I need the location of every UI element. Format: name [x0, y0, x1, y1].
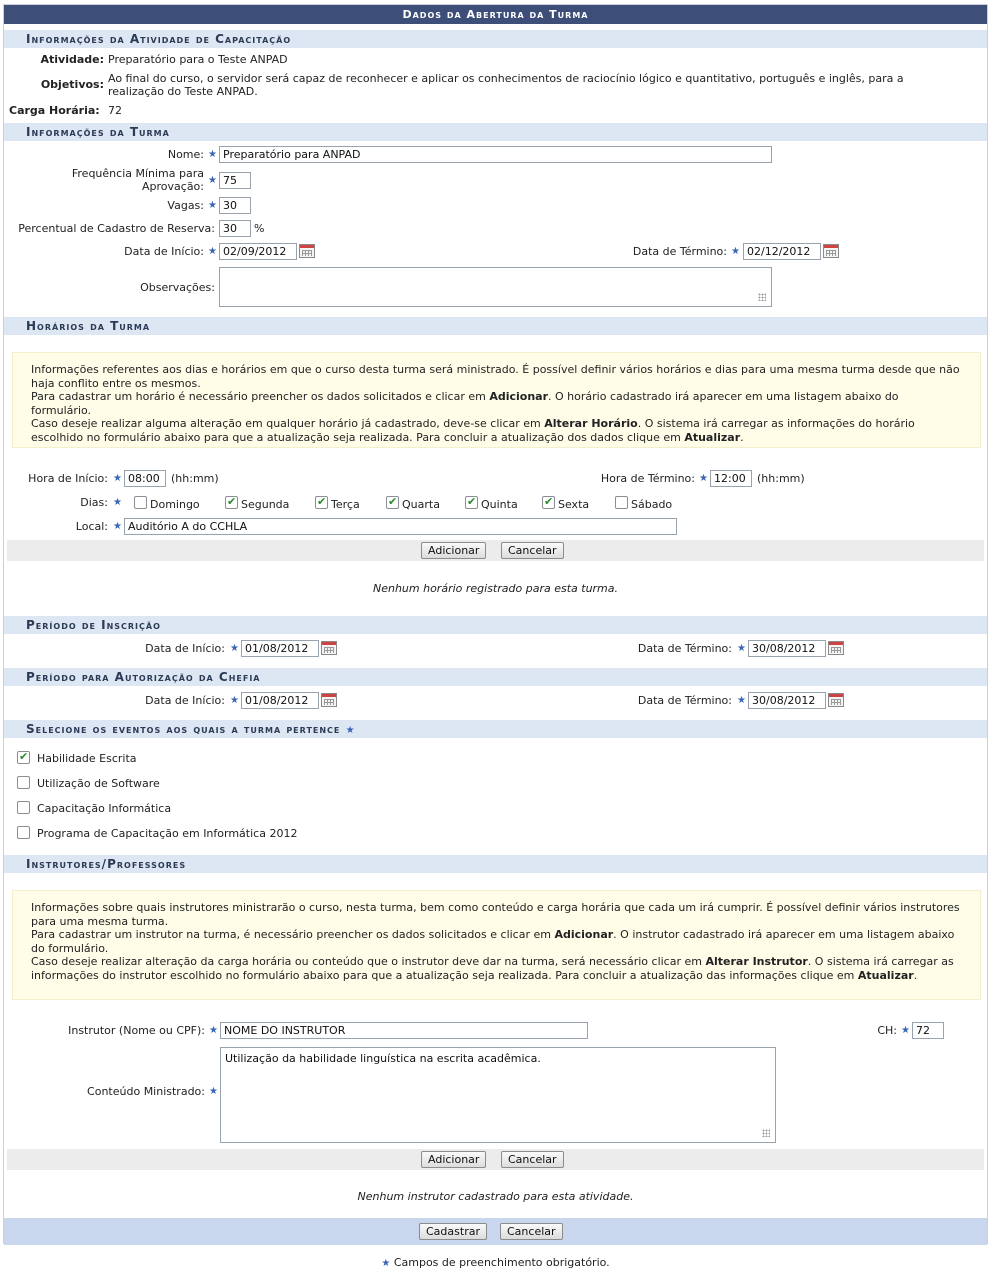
instrutores-info-bold-adicionar: Adicionar — [554, 928, 614, 941]
instrutores-info-bold-alterar: Alterar Instrutor — [705, 955, 808, 968]
evento-checkbox-4[interactable] — [17, 826, 30, 839]
instrutor-label: Instrutor (Nome ou CPF): — [68, 1024, 205, 1037]
dia-sexta-checkbox[interactable] — [542, 496, 555, 509]
freq-input[interactable] — [219, 172, 251, 189]
atividade-value: Preparatório para o Teste ANPAD — [108, 53, 288, 66]
horarios-info-text-3: . O horário cadastrado irá aparecer em uma listagem abaixo do formulário. — [31, 390, 899, 417]
instrutores-info-text-6: . — [913, 968, 918, 982]
required-star-icon: ★ — [230, 643, 239, 654]
inscricao-termino-label: Data de Término: — [637, 642, 732, 655]
conteudo-label: Conteúdo Ministrado: — [87, 1085, 205, 1098]
hora-termino-label: Hora de Término: — [600, 472, 695, 485]
evento-label-1: Habilidade Escrita — [37, 752, 137, 765]
evento-label-4: Programa de Capacitação em Informática 2012 — [37, 827, 298, 840]
dia-sabado-label: Sábado — [631, 498, 673, 511]
section-turma-header: Informações da Turma — [4, 123, 987, 141]
form-container — [3, 4, 988, 1244]
horarios-info-text-2: Para cadastrar um horário é necessário preencher os dados solicitados e clicar em — [31, 390, 486, 403]
obs-textarea[interactable] — [219, 267, 772, 307]
vagas-input[interactable] — [219, 197, 251, 214]
freq-label-line1: Frequência Mínima para — [71, 167, 204, 180]
required-star-icon: ★ — [737, 643, 746, 654]
evento-label-3: Capacitação Informática — [37, 802, 172, 815]
instrutores-info-text-4: Caso deseje realizar alteração da carga horária ou conteúdo que o instrutor deve dar na turma, será necessário clicar em — [31, 955, 702, 968]
dia-quarta-label: Quarta — [402, 498, 440, 511]
autorizacao-termino-label: Data de Término: — [637, 694, 732, 707]
section-horarios-header: Horários da Turma — [4, 317, 987, 335]
required-star-icon: ★ — [113, 497, 122, 508]
turma-inicio-label: Data de Início: — [124, 245, 204, 258]
hora-termino-input[interactable] — [710, 470, 752, 487]
ch-label: CH: — [877, 1024, 897, 1037]
instrutores-info-bold-atualizar: Atualizar — [857, 968, 914, 982]
nome-label: Nome: — [167, 148, 204, 161]
instrutores-info-text-1: Informações sobre quais instrutores ministrarão o curso, nesta turma, bem como conteúdo e carga horária que cada um irá cumprir. É possível definir vários instrutores para uma mesma turma. — [31, 901, 960, 928]
required-star-icon: ★ — [208, 200, 217, 211]
autorizacao-inicio-input[interactable] — [241, 692, 319, 709]
instrutor-add-button[interactable]: Adicionar — [421, 1151, 486, 1168]
calendar-icon[interactable] — [299, 244, 315, 258]
hora-inicio-label: Hora de Início: — [28, 472, 108, 485]
footer-cancel-button[interactable]: Cancelar — [500, 1223, 563, 1240]
resize-grip-icon[interactable] — [758, 293, 766, 301]
dia-sexta-label: Sexta — [558, 498, 590, 511]
horarios-info-text-5: . O sistema irá carregar as informações do horário escolhido no formulário abaixo para que a atualização seja realizada. Para concluir a atualização dos dados clique em — [31, 417, 915, 444]
required-star-icon: ★ — [113, 473, 122, 484]
local-label: Local: — [75, 520, 108, 533]
horarios-button-bar — [7, 540, 984, 561]
horarios-empty-message: Nenhum horário registrado para esta turma. — [372, 582, 619, 595]
instrutores-info-text-2: Para cadastrar um instrutor na turma, é necessário preencher os dados solicitados e clicar em — [31, 928, 551, 941]
horarios-info-text-1: Informações referentes aos dias e horários em que o curso desta turma será ministrado. É possível definir vários horários e dias para uma mesma turma desde que não haja conflito entre os mesmos. — [31, 363, 960, 390]
cadastrar-button[interactable]: Cadastrar — [419, 1223, 487, 1240]
required-star-icon: ★ — [345, 725, 356, 736]
horarios-info-bold-atualizar: Atualizar — [684, 430, 741, 444]
section-inscricao-header: Período de Inscrição — [4, 616, 987, 634]
carga-value: 72 — [108, 104, 122, 117]
form-caption: Dados da Abertura da Turma — [4, 5, 987, 24]
objetivos-value-line2: realização do Teste ANPAD. — [108, 85, 258, 98]
required-star-icon: ★ — [208, 246, 217, 257]
calendar-icon[interactable] — [321, 693, 337, 707]
conteudo-textarea[interactable] — [220, 1047, 776, 1143]
evento-checkbox-2[interactable] — [17, 776, 30, 789]
inscricao-inicio-label: Data de Início: — [145, 642, 225, 655]
vagas-label: Vagas: — [167, 199, 204, 212]
inscricao-inicio-input[interactable] — [241, 640, 319, 657]
instrutores-button-bar — [7, 1149, 984, 1170]
turma-termino-label: Data de Término: — [632, 245, 727, 258]
horario-add-button[interactable]: Adicionar — [421, 542, 486, 559]
turma-termino-input[interactable] — [743, 243, 821, 260]
required-star-icon: ★ — [209, 1086, 218, 1097]
required-note — [0, 1256, 991, 1269]
required-star-icon: ★ — [731, 246, 740, 257]
reserva-input[interactable] — [219, 220, 251, 237]
resize-grip-icon[interactable] — [762, 1129, 770, 1137]
nome-input[interactable] — [219, 146, 772, 163]
turma-inicio-input[interactable] — [219, 243, 297, 260]
instrutores-info-box — [12, 890, 981, 1000]
ch-input[interactable] — [912, 1022, 944, 1039]
dia-domingo-label: Domingo — [150, 498, 200, 511]
reserva-label: Percentual de Cadastro de Reserva: — [18, 222, 215, 235]
dia-quarta-checkbox[interactable] — [386, 496, 399, 509]
required-star-icon: ★ — [737, 695, 746, 706]
dia-quinta-label: Quinta — [481, 498, 518, 511]
reserva-unit: % — [254, 222, 265, 235]
horarios-info-bold-adicionar: Adicionar — [489, 390, 549, 403]
required-star-icon: ★ — [699, 473, 708, 484]
evento-checkbox-3[interactable] — [17, 801, 30, 814]
instrutores-info-text-3: . O instrutor cadastrado irá aparecer em uma listagem abaixo do formulário. — [31, 928, 955, 955]
local-input[interactable] — [124, 518, 677, 535]
dia-terca-checkbox[interactable] — [315, 496, 328, 509]
dia-segunda-label: Segunda — [241, 498, 290, 511]
calendar-icon[interactable] — [823, 244, 839, 258]
section-atividade-header: Informações da Atividade de Capacitação — [4, 30, 987, 48]
atividade-label: Atividade: — [40, 53, 104, 66]
calendar-icon[interactable] — [321, 641, 337, 655]
required-star-icon: ★ — [113, 521, 122, 532]
section-eventos-header — [4, 720, 987, 738]
dia-terca-label: Terça — [331, 498, 360, 511]
autorizacao-inicio-label: Data de Início: — [145, 694, 225, 707]
eventos-header-label: Selecione os eventos aos quais a turma pertence — [26, 722, 341, 736]
freq-label-line2: Aprovação: — [142, 180, 204, 193]
required-star-icon: ★ — [208, 175, 217, 186]
required-star-icon: ★ — [208, 149, 217, 160]
form-footer-bar — [4, 1218, 987, 1245]
instrutor-cancel-button[interactable]: Cancelar — [501, 1151, 564, 1168]
section-instrutores-header: Instrutores/Professores — [4, 855, 987, 873]
hora-inicio-input[interactable] — [124, 470, 166, 487]
inscricao-termino-input[interactable] — [748, 640, 826, 657]
section-autorizacao-header: Período para Autorização da Chefia — [4, 668, 987, 686]
calendar-icon[interactable] — [828, 693, 844, 707]
dia-segunda-checkbox[interactable] — [225, 496, 238, 509]
horarios-info-text-6: . — [740, 430, 744, 444]
horarios-info-box — [12, 352, 981, 448]
carga-label: Carga Horária: — [9, 104, 100, 117]
objetivos-value-line1: Ao final do curso, o servidor será capaz de reconhecer e aplicar os conhecimentos de raciocínio lógico e quantitativo, português e inglês, para a — [108, 72, 904, 85]
required-note-text: Campos de preenchimento obrigatório. — [393, 1256, 610, 1269]
obs-label: Observações: — [140, 281, 215, 294]
horarios-info-bold-alterar: Alterar Horário — [544, 417, 638, 430]
hora-inicio-format: (hh:mm) — [171, 472, 219, 485]
required-star-icon: ★ — [901, 1025, 910, 1036]
dia-domingo-checkbox[interactable] — [134, 496, 147, 509]
autorizacao-termino-input[interactable] — [748, 692, 826, 709]
instrutores-empty-message: Nenhum instrutor cadastrado para esta atividade. — [357, 1190, 634, 1203]
horarios-info-text-4: Caso deseje realizar alguma alteração em qualquer horário já cadastrado, deve-se clicar em — [31, 417, 541, 430]
evento-checkbox-1[interactable] — [17, 751, 30, 764]
evento-label-2: Utilização de Software — [37, 777, 160, 790]
required-star-icon: ★ — [230, 695, 239, 706]
objetivos-label: Objetivos: — [40, 78, 104, 91]
calendar-icon[interactable] — [828, 641, 844, 655]
required-star-icon: ★ — [381, 1258, 391, 1269]
dias-label: Dias: — [80, 496, 108, 509]
instrutores-info-text-5: . O sistema irá carregar as informações do instrutor escolhido no formulário abaixo para que a atualização seja realizada. Para concluir a atualização das informações clique em — [31, 955, 954, 982]
dia-sabado-checkbox[interactable] — [615, 496, 628, 509]
horario-cancel-button[interactable]: Cancelar — [501, 542, 564, 559]
required-star-icon: ★ — [209, 1025, 218, 1036]
dia-quinta-checkbox[interactable] — [465, 496, 478, 509]
hora-termino-format: (hh:mm) — [757, 472, 805, 485]
instrutor-input[interactable] — [220, 1022, 588, 1039]
